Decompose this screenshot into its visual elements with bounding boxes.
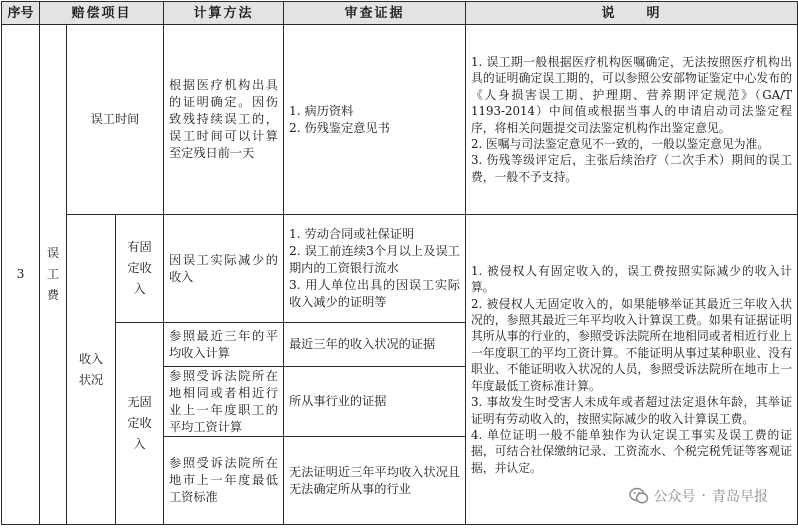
header-evidence: 审查证据 — [284, 2, 466, 25]
watermark-account: 公众号 — [653, 489, 696, 505]
header-item: 赔偿项目 — [40, 2, 164, 25]
unfixed-income-label — [116, 323, 164, 525]
fixed-income-label-line: 入 — [133, 282, 146, 296]
note-paragraph: 1. 误工期一般根据医疗机构医嘱确定，无法按照医疗机构出具的证明确定误工期的，可以参照公安部物证鉴定中心发布的《人身损害误工期、护理期、营养期评定规范》（GA/T 1193-2014）中间值或根据当事人的申请启动司法鉴定程序，将相关问题提交司法鉴定机构作出鉴定意见。 — [471, 54, 792, 135]
note-paragraph: 3. 伤残等级评定后，主张后续治疗（二次手术）期间的误工费，一般不予支持。 — [471, 153, 792, 184]
evidence-line: 2. 误工前连续3个月以上及误工期内的工资银行流水 — [289, 244, 460, 275]
evidence-line: 2. 伤残鉴定意见书 — [289, 120, 390, 135]
item-name-char: 工 — [46, 267, 60, 281]
note-paragraph: 2. 医嘱与司法鉴定意见不一致的，一般以鉴定意见为准。 — [471, 136, 770, 151]
item-name-char: 费 — [46, 288, 60, 302]
lost-time-method: 根据医疗机构出具的证明确定。因伤致残持续误工的，误工时间可以计算至定残日前一天 — [164, 25, 284, 215]
item-name-char: 误 — [46, 246, 60, 260]
unfixed-method: 参照受诉法院所在地市上一年度最低工资标准 — [164, 437, 284, 525]
fixed-income-label — [116, 215, 164, 323]
unfixed-evidence: 所从事行业的证据 — [284, 367, 466, 437]
table-row-lost-time — [2, 25, 798, 215]
header-note: 说 明 — [466, 2, 798, 25]
income-label-line: 收入 — [78, 351, 104, 366]
evidence-line: 1. 病历资料 — [289, 103, 354, 118]
compensation-table — [1, 1, 798, 525]
fixed-income-label-line: 有固 — [127, 240, 152, 254]
unfixed-evidence: 最近三年的收入状况的证据 — [284, 323, 466, 367]
note-paragraph: 4. 单位证明一般不能单独作为认定误工事实及误工费的证据，可结合社保缴纳记录、工资流水、个税完税凭证等客观证据，并认定。 — [471, 427, 792, 475]
lost-time-label: 误工时间 — [67, 25, 164, 215]
lost-time-evidence — [284, 25, 466, 215]
unfixed-method: 参照受诉法院所在地相同或者相近行业上一年度职工的平均工资计算 — [164, 367, 284, 437]
note-paragraph: 3. 事故发生时受害人未成年或者超过法定退休年龄，其举证证明有劳动收入的，按照实际减少的收入计算误工费。 — [471, 395, 792, 426]
evidence-line: 3. 用人单位出具的因误工实际收入减少的证明等 — [289, 278, 460, 309]
fixed-income-label-line: 定收 — [127, 261, 152, 275]
note-paragraph: 1. 被侵权人有固定收入的，误工费按照实际减少的收入计算。 — [471, 263, 792, 295]
note-paragraph: 2. 被侵权人无固定收入的，如果能够举证其最近三年收入状况的，参照其最近三年平均收入计算误工费。如果有证据证明其所从事的行业的，参照受诉法院所在地相同或者相近行业上一年度职工的平均工资计算。不能证明从事过某种职业、没有职业、不能证明收入状况的人员，参照受诉法院所在地市上一年度最低工资标准计算。 — [471, 296, 792, 393]
income-notes — [466, 215, 798, 525]
unfixed-income-label-line: 定收 — [127, 416, 152, 430]
unfixed-method: 参照最近三年的平均收入计算 — [164, 323, 284, 367]
fixed-income-evidence — [284, 215, 466, 323]
unfixed-evidence: 无法证明近三年平均收入状况且无法确定所从事的行业 — [284, 437, 466, 525]
table-row-fixed-income — [2, 215, 798, 323]
watermark-dot: · — [701, 488, 706, 504]
lost-time-notes — [466, 25, 798, 215]
unfixed-income-label-line: 无固 — [127, 395, 152, 409]
watermark — [629, 486, 768, 506]
header-row — [2, 2, 798, 25]
unfixed-income-label-line: 入 — [133, 437, 146, 451]
fixed-income-method: 因误工实际减少的收入 — [164, 215, 284, 323]
income-label — [67, 215, 116, 525]
header-seq: 序号 — [2, 2, 40, 25]
item-name — [40, 25, 67, 525]
seq-number: 3 — [2, 25, 40, 525]
header-method: 计算方法 — [164, 2, 284, 25]
wechat-icon — [629, 487, 649, 505]
evidence-line: 1. 劳动合同或社保证明 — [289, 227, 415, 241]
income-label-line: 状况 — [78, 372, 104, 387]
watermark-name: 青岛早报 — [712, 489, 768, 505]
